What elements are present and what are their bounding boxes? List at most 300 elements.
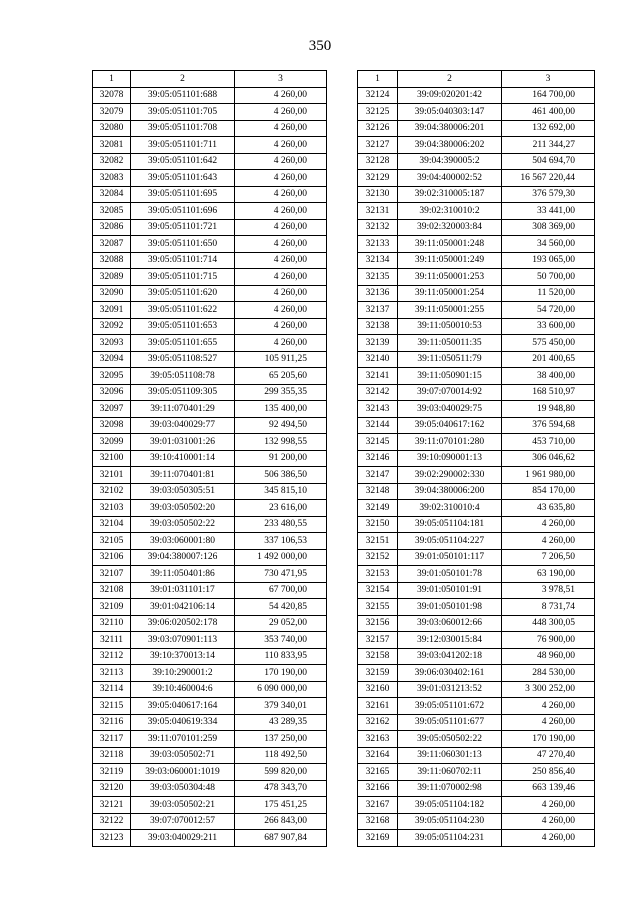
cell-cadastral-number: 39:05:051101:622 [131,302,235,319]
table-row [358,549,595,566]
cell-cadastral-number: 39:03:050305:51 [131,483,235,500]
cell-value: 201 400,65 [502,351,595,368]
cell-value: 76 900,00 [502,632,595,649]
cell-cadastral-number: 39:05:051104:231 [398,830,502,847]
cell-number: 32081 [93,137,131,154]
table-row [358,813,595,830]
table-row [358,203,595,220]
table-row [93,335,327,352]
cell-number: 32122 [93,813,131,830]
cell-cadastral-number: 39:11:050001:253 [398,269,502,286]
cell-value: 1 492 000,00 [235,549,327,566]
table-row [93,747,327,764]
cell-value: 478 343,70 [235,780,327,797]
cell-value: 23 616,00 [235,500,327,517]
cell-value: 1 961 980,00 [502,467,595,484]
cell-value: 448 300,05 [502,615,595,632]
cell-value: 33 600,00 [502,318,595,335]
table-row [93,252,327,269]
cell-number: 32161 [358,698,398,715]
cell-number: 32100 [93,450,131,467]
cell-cadastral-number: 39:03:070901:113 [131,632,235,649]
cell-cadastral-number: 39:11:060702:11 [398,764,502,781]
cell-value: 4 260,00 [502,698,595,715]
table-row [358,335,595,352]
table-row [358,747,595,764]
table-row [93,104,327,121]
table-row [93,153,327,170]
cell-number: 32155 [358,599,398,616]
cell-cadastral-number: 39:02:290002:330 [398,467,502,484]
cell-cadastral-number: 39:05:051101:672 [398,698,502,715]
table-row [93,648,327,665]
table-row [358,252,595,269]
cell-value: 3 978,51 [502,582,595,599]
cell-value: 4 260,00 [235,120,327,137]
cell-value: 506 386,50 [235,467,327,484]
cell-value: 19 948,80 [502,401,595,418]
cell-value: 353 740,00 [235,632,327,649]
column-header-cadastral: 2 [398,71,502,88]
table-row [93,302,327,319]
cell-number: 32114 [93,681,131,698]
cell-value: 67 700,00 [235,582,327,599]
cell-value: 50 700,00 [502,269,595,286]
cell-cadastral-number: 39:05:051101:721 [131,219,235,236]
cell-cadastral-number: 39:03:040029:75 [398,401,502,418]
cell-cadastral-number: 39:04:400002:52 [398,170,502,187]
cell-cadastral-number: 39:05:051108:78 [131,368,235,385]
cell-value: 175 451,25 [235,797,327,814]
table-row [358,318,595,335]
cell-cadastral-number: 39:05:051101:642 [131,153,235,170]
cell-cadastral-number: 39:03:050502:71 [131,747,235,764]
cell-number: 32144 [358,417,398,434]
cell-number: 32126 [358,120,398,137]
cell-number: 32101 [93,467,131,484]
cell-cadastral-number: 39:01:031101:17 [131,582,235,599]
cell-number: 32117 [93,731,131,748]
cell-cadastral-number: 39:05:051101:711 [131,137,235,154]
cell-value: 4 260,00 [235,236,327,253]
cell-value: 4 260,00 [235,219,327,236]
table-row [358,384,595,401]
cell-number: 32124 [358,87,398,104]
cell-cadastral-number: 39:09:020201:42 [398,87,502,104]
table-row [93,219,327,236]
table-row [93,830,327,847]
table-row [358,302,595,319]
cell-cadastral-number: 39:03:040029:211 [131,830,235,847]
cell-value: 105 911,25 [235,351,327,368]
table-row [358,368,595,385]
cell-number: 32169 [358,830,398,847]
table-row [358,104,595,121]
table-row [358,648,595,665]
cell-number: 32145 [358,434,398,451]
cell-cadastral-number: 39:11:070101:259 [131,731,235,748]
cell-cadastral-number: 39:11:050401:86 [131,566,235,583]
cell-value: 6 090 000,00 [235,681,327,698]
cell-cadastral-number: 39:05:051101:620 [131,285,235,302]
table-row [93,780,327,797]
cell-value: 4 260,00 [235,186,327,203]
cell-number: 32165 [358,764,398,781]
cell-number: 32095 [93,368,131,385]
cell-value: 504 694,70 [502,153,595,170]
cell-value: 337 106,53 [235,533,327,550]
table-row [358,401,595,418]
cell-value: 4 260,00 [235,170,327,187]
cell-value: 376 594,68 [502,417,595,434]
cell-value: 168 510,97 [502,384,595,401]
table-row [93,714,327,731]
cell-value: 137 250,00 [235,731,327,748]
table-row [93,137,327,154]
cell-cadastral-number: 39:11:050001:255 [398,302,502,319]
cell-value: 4 260,00 [235,285,327,302]
cell-cadastral-number: 39:06:020502:178 [131,615,235,632]
cell-cadastral-number: 39:05:051101:708 [131,120,235,137]
cell-number: 32136 [358,285,398,302]
cell-number: 32123 [93,830,131,847]
cell-cadastral-number: 39:01:050101:91 [398,582,502,599]
table-row [93,615,327,632]
header-row [93,71,327,88]
cell-number: 32162 [358,714,398,731]
cell-cadastral-number: 39:05:051104:181 [398,516,502,533]
cell-number: 32157 [358,632,398,649]
cell-cadastral-number: 39:10:090001:13 [398,450,502,467]
cell-cadastral-number: 39:03:060012:66 [398,615,502,632]
cell-cadastral-number: 39:01:042106:14 [131,599,235,616]
cell-cadastral-number: 39:10:290001:2 [131,665,235,682]
cell-value: 118 492,50 [235,747,327,764]
cell-value: 854 170,00 [502,483,595,500]
cell-cadastral-number: 39:05:051101:695 [131,186,235,203]
cell-number: 32132 [358,219,398,236]
cell-cadastral-number: 39:11:050511:79 [398,351,502,368]
cell-number: 32142 [358,384,398,401]
cell-value: 376 579,30 [502,186,595,203]
table-row [358,797,595,814]
table-row [358,764,595,781]
cell-cadastral-number: 39:11:050010:53 [398,318,502,335]
table-row [93,450,327,467]
cell-number: 32106 [93,549,131,566]
table-row [358,665,595,682]
cell-value: 164 700,00 [502,87,595,104]
cell-cadastral-number: 39:04:380006:202 [398,137,502,154]
cell-number: 32089 [93,269,131,286]
cell-value: 170 190,00 [502,731,595,748]
table-row [93,401,327,418]
cell-number: 32088 [93,252,131,269]
cell-cadastral-number: 39:05:050502:22 [398,731,502,748]
cell-cadastral-number: 39:03:050502:22 [131,516,235,533]
cell-cadastral-number: 39:05:040617:162 [398,417,502,434]
cell-number: 32152 [358,549,398,566]
column-header-cadastral: 2 [131,71,235,88]
cell-cadastral-number: 39:03:041202:18 [398,648,502,665]
cell-value: 461 400,00 [502,104,595,121]
cell-value: 54 420,85 [235,599,327,616]
cell-number: 32087 [93,236,131,253]
cell-number: 32153 [358,566,398,583]
cell-number: 32094 [93,351,131,368]
table-row [358,137,595,154]
table-row [358,681,595,698]
cell-value: 4 260,00 [502,797,595,814]
cell-value: 345 815,10 [235,483,327,500]
cell-value: 132 692,00 [502,120,595,137]
table-row [358,780,595,797]
table-row [93,384,327,401]
cell-number: 32107 [93,566,131,583]
cell-cadastral-number: 39:01:050101:78 [398,566,502,583]
column-header-number: 1 [93,71,131,88]
table-row [358,236,595,253]
table-row [358,120,595,137]
cell-cadastral-number: 39:03:050304:48 [131,780,235,797]
table-row [93,813,327,830]
cell-value: 4 260,00 [502,516,595,533]
cell-value: 453 710,00 [502,434,595,451]
cell-cadastral-number: 39:06:030402:161 [398,665,502,682]
cell-value: 193 065,00 [502,252,595,269]
table-row [358,450,595,467]
cell-cadastral-number: 39:07:070012:57 [131,813,235,830]
cell-number: 32134 [358,252,398,269]
cell-value: 211 344,27 [502,137,595,154]
cell-value: 266 843,00 [235,813,327,830]
cell-number: 32116 [93,714,131,731]
cell-value: 308 369,00 [502,219,595,236]
cell-number: 32109 [93,599,131,616]
cell-value: 730 471,95 [235,566,327,583]
cell-value: 91 200,00 [235,450,327,467]
cell-number: 32164 [358,747,398,764]
table-row [358,615,595,632]
column-header-value: 3 [502,71,595,88]
cell-cadastral-number: 39:04:390005:2 [398,153,502,170]
cell-value: 4 260,00 [235,302,327,319]
table-row [358,434,595,451]
cell-cadastral-number: 39:10:460004:6 [131,681,235,698]
cell-cadastral-number: 39:11:050011:35 [398,335,502,352]
cell-number: 32151 [358,533,398,550]
cell-number: 32085 [93,203,131,220]
cell-number: 32143 [358,401,398,418]
cell-cadastral-number: 39:02:310010:2 [398,203,502,220]
cell-number: 32163 [358,731,398,748]
cell-number: 32149 [358,500,398,517]
cell-number: 32110 [93,615,131,632]
cell-cadastral-number: 39:05:051101:696 [131,203,235,220]
cell-number: 32092 [93,318,131,335]
cell-number: 32118 [93,747,131,764]
table-row [93,698,327,715]
table-row [93,566,327,583]
cell-value: 48 960,00 [502,648,595,665]
cell-number: 32120 [93,780,131,797]
table-row [93,203,327,220]
cell-value: 47 270,40 [502,747,595,764]
cell-cadastral-number: 39:11:050001:249 [398,252,502,269]
cell-value: 65 205,60 [235,368,327,385]
cell-value: 170 190,00 [235,665,327,682]
table-row [358,417,595,434]
cell-cadastral-number: 39:11:050001:248 [398,236,502,253]
cell-cadastral-number: 39:01:050101:98 [398,599,502,616]
cell-value: 3 300 252,00 [502,681,595,698]
table-row [93,599,327,616]
cell-number: 32084 [93,186,131,203]
cell-value: 687 907,84 [235,830,327,847]
cell-value: 306 046,62 [502,450,595,467]
cell-value: 29 052,00 [235,615,327,632]
cell-number: 32121 [93,797,131,814]
table-row [358,87,595,104]
cell-number: 32129 [358,170,398,187]
cell-value: 4 260,00 [502,813,595,830]
cell-value: 92 494,50 [235,417,327,434]
cell-cadastral-number: 39:03:060001:1019 [131,764,235,781]
cell-cadastral-number: 39:11:070401:81 [131,467,235,484]
cell-value: 284 530,00 [502,665,595,682]
cell-number: 32160 [358,681,398,698]
cell-value: 16 567 220,44 [502,170,595,187]
cell-number: 32078 [93,87,131,104]
cell-cadastral-number: 39:04:380006:200 [398,483,502,500]
cell-value: 299 355,35 [235,384,327,401]
cell-value: 4 260,00 [502,830,595,847]
cell-number: 32112 [93,648,131,665]
left-register-table [92,70,327,847]
table-row [358,533,595,550]
cell-cadastral-number: 39:05:051108:527 [131,351,235,368]
cell-value: 38 400,00 [502,368,595,385]
cell-value: 4 260,00 [235,104,327,121]
cell-cadastral-number: 39:11:050001:254 [398,285,502,302]
table-row [93,285,327,302]
cell-cadastral-number: 39:10:410001:14 [131,450,235,467]
cell-value: 8 731,74 [502,599,595,616]
cell-cadastral-number: 39:05:051101:715 [131,269,235,286]
table-row [358,186,595,203]
cell-cadastral-number: 39:05:051101:677 [398,714,502,731]
table-row [358,698,595,715]
table-row [358,731,595,748]
cell-number: 32093 [93,335,131,352]
table-row [358,500,595,517]
cell-cadastral-number: 39:11:070101:280 [398,434,502,451]
cell-value: 4 260,00 [235,203,327,220]
table-row [358,714,595,731]
cell-value: 132 998,55 [235,434,327,451]
cell-cadastral-number: 39:05:051109:305 [131,384,235,401]
table-row [358,830,595,847]
page-number: 350 [308,38,332,54]
table-row [358,285,595,302]
cell-cadastral-number: 39:11:070401:29 [131,401,235,418]
cell-cadastral-number: 39:11:050901:15 [398,368,502,385]
cell-cadastral-number: 39:10:370013:14 [131,648,235,665]
cell-value: 63 190,00 [502,566,595,583]
cell-value: 54 720,00 [502,302,595,319]
cell-number: 32079 [93,104,131,121]
cell-number: 32082 [93,153,131,170]
cell-value: 110 833,95 [235,648,327,665]
cell-number: 32111 [93,632,131,649]
cell-number: 32156 [358,615,398,632]
cell-number: 32159 [358,665,398,682]
cell-number: 32137 [358,302,398,319]
cell-number: 32166 [358,780,398,797]
cell-number: 32147 [358,467,398,484]
cell-value: 11 520,00 [502,285,595,302]
cell-number: 32119 [93,764,131,781]
cell-value: 4 260,00 [235,153,327,170]
table-row [93,186,327,203]
table-row [358,566,595,583]
cell-cadastral-number: 39:07:070014:92 [398,384,502,401]
table-row [93,516,327,533]
cell-cadastral-number: 39:05:051101:714 [131,252,235,269]
cell-cadastral-number: 39:03:040029:77 [131,417,235,434]
cell-cadastral-number: 39:05:051101:643 [131,170,235,187]
table-row [93,269,327,286]
cell-number: 32104 [93,516,131,533]
cell-number: 32113 [93,665,131,682]
table-row [358,582,595,599]
table-row [93,797,327,814]
table-row [93,549,327,566]
cell-number: 32102 [93,483,131,500]
table-row [93,434,327,451]
table-row [93,483,327,500]
cell-number: 32097 [93,401,131,418]
cell-cadastral-number: 39:11:070002:98 [398,780,502,797]
table-row [93,731,327,748]
cell-cadastral-number: 39:11:060301:13 [398,747,502,764]
cell-cadastral-number: 39:02:310010:4 [398,500,502,517]
cell-value: 4 260,00 [235,269,327,286]
cell-number: 32128 [358,153,398,170]
cell-cadastral-number: 39:05:040303:147 [398,104,502,121]
cell-cadastral-number: 39:05:051101:705 [131,104,235,121]
cell-value: 43 289,35 [235,714,327,731]
table-row [358,219,595,236]
cell-number: 32115 [93,698,131,715]
cell-value: 233 480,55 [235,516,327,533]
cell-number: 32091 [93,302,131,319]
cell-number: 32130 [358,186,398,203]
cell-cadastral-number: 39:04:380006:201 [398,120,502,137]
cell-cadastral-number: 39:04:380007:126 [131,549,235,566]
cell-value: 33 441,00 [502,203,595,220]
table-row [93,170,327,187]
table-row [358,351,595,368]
column-header-number: 1 [358,71,398,88]
cell-number: 32140 [358,351,398,368]
cell-cadastral-number: 39:05:051101:655 [131,335,235,352]
cell-cadastral-number: 39:12:030015:84 [398,632,502,649]
cell-number: 32150 [358,516,398,533]
table-row [93,681,327,698]
cell-number: 32168 [358,813,398,830]
table-row [93,236,327,253]
